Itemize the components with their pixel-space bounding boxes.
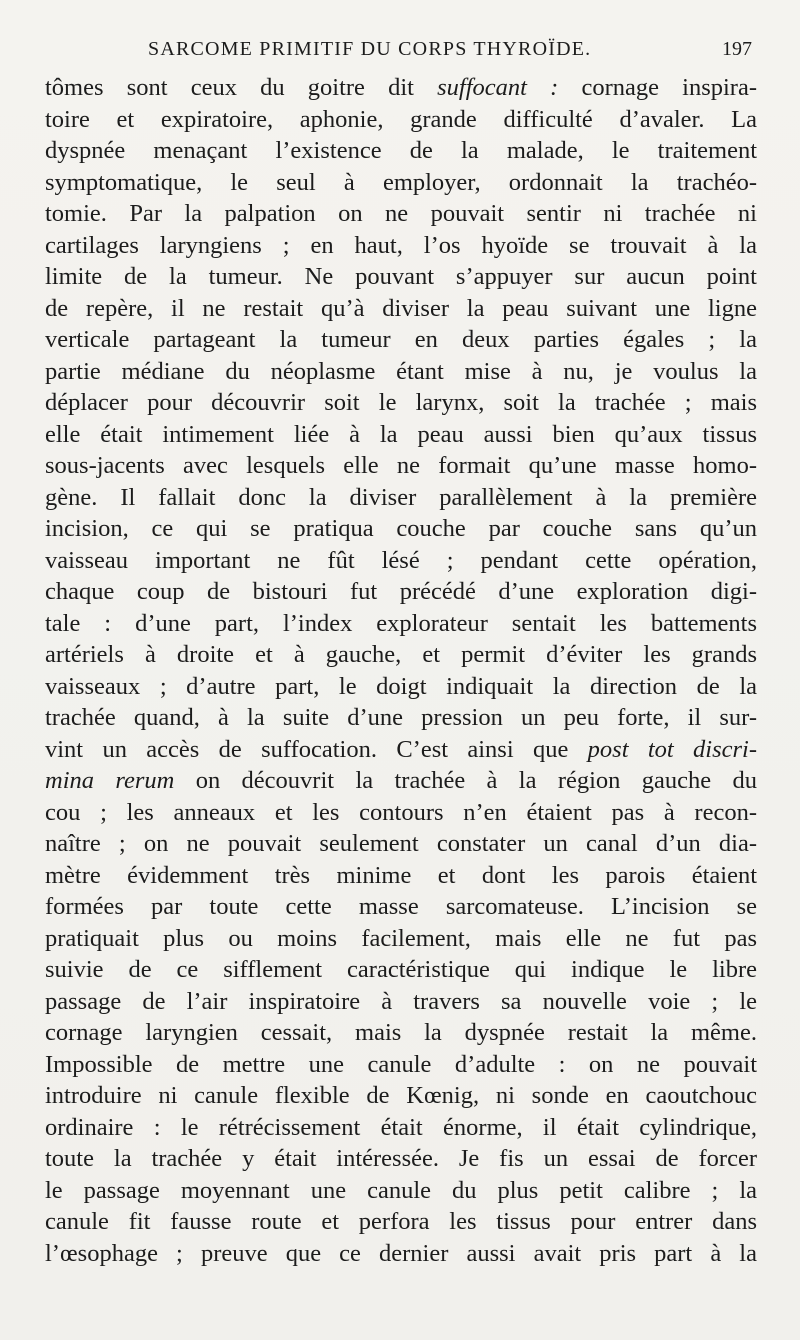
text-line — [45, 1049, 757, 1081]
text-run: gène. Il fallait donc la diviser parallèlement à la première — [45, 483, 757, 511]
text-run: canule fit fausse route et perfora les tissus pour entrer dans — [45, 1208, 757, 1235]
text-line — [45, 230, 757, 262]
text-run: vaisseau important ne fût lésé ; pendant cette opération, — [45, 546, 757, 574]
text-line — [45, 954, 757, 986]
text-line — [45, 1017, 757, 1049]
text-line — [45, 639, 757, 671]
text-run: suivie de ce sifflement caractéristique qui indique le libre — [45, 956, 757, 983]
text-line — [45, 1206, 757, 1238]
text-line — [45, 608, 757, 640]
text-line — [45, 450, 757, 482]
text-line — [45, 135, 757, 167]
text-run: naître ; on ne pouvait seulement constater un canal d’un dia- — [45, 830, 757, 857]
italic-text: mina rerum — [45, 767, 175, 794]
text-run: introduire ni canule flexible de Kœnig, ni sonde en caoutchouc — [45, 1082, 757, 1109]
text-run: vaisseaux ; d’autre part, le doigt indiquait la direction de la — [45, 672, 757, 700]
text-run: cou ; les anneaux et les contours n’en étaient pas à recon- — [45, 798, 757, 826]
text-run: tômes sont ceux du goitre dit — [45, 74, 438, 101]
text-line — [45, 576, 757, 608]
text-run: limite de la tumeur. Ne pouvant s’appuyer sur aucun point — [45, 263, 757, 290]
text-run: le passage moyennant une canule du plus petit calibre ; la — [45, 1176, 757, 1204]
text-line — [45, 1112, 757, 1144]
text-line — [45, 891, 757, 923]
text-line — [45, 198, 757, 230]
text-line — [45, 387, 757, 419]
text-run: cornage inspira- — [558, 74, 757, 101]
text-line — [45, 513, 757, 545]
text-line — [45, 545, 757, 577]
text-line — [45, 702, 757, 734]
text-run: tomie. Par la palpation on ne pouvait sentir ni trachée ni — [45, 200, 757, 227]
text-line — [45, 860, 757, 892]
text-line — [45, 671, 757, 703]
text-line — [45, 356, 757, 388]
text-run: toute la trachée y était intéressée. Je fis un essai de forcer — [45, 1145, 757, 1172]
text-line — [45, 324, 757, 356]
text-run: incision, ce qui se pratiqua couche par couche sans qu’un — [45, 515, 757, 542]
text-line — [45, 261, 757, 293]
text-run: déplacer pour découvrir soit le larynx, soit la trachée ; mais — [45, 389, 757, 416]
text-line — [45, 828, 757, 860]
text-line — [45, 1143, 757, 1175]
text-run: sous-jacents avec lesquels elle ne formait qu’une masse homo- — [45, 452, 757, 479]
page-number: 197 — [722, 38, 752, 60]
text-run: dyspnée menaçant l’existence de la malade, le traitement — [45, 137, 757, 164]
text-run: chaque coup de bistouri fut précédé d’une exploration digi- — [45, 578, 757, 605]
text-run: on découvrit la trachée à la région gauche du — [174, 767, 757, 794]
text-line — [45, 482, 757, 514]
text-run: cartilages laryngiens ; en haut, l’os hyoïde se trouvait à la — [45, 231, 757, 259]
text-run: symptomatique, le seul à employer, ordonnait la trachéo- — [45, 168, 757, 196]
text-run: verticale partageant la tumeur en deux parties égales ; la — [45, 326, 757, 353]
text-line — [45, 1238, 757, 1270]
text-run: vint un accès de suffocation. C’est ainsi que — [45, 735, 588, 763]
text-run: pratiquait plus ou moins facilement, mais elle ne fut pas — [45, 924, 757, 952]
running-title: SARCOME PRIMITIF DU CORPS THYROÏDE. — [148, 38, 592, 60]
text-run: partie médiane du néoplasme étant mise à nu, je voulus la — [45, 357, 757, 385]
text-run: mètre évidemment très minime et dont les parois étaient — [45, 861, 757, 889]
text-run: elle était intimement liée à la peau aussi bien qu’aux tissus — [45, 420, 757, 448]
text-line — [45, 293, 757, 325]
text-line — [45, 72, 757, 104]
running-head — [0, 38, 800, 68]
text-line — [45, 986, 757, 1018]
text-run: passage de l’air inspiratoire à travers sa nouvelle voie ; le — [45, 987, 757, 1015]
text-run: artériels à droite et à gauche, et permit d’éviter les grands — [45, 641, 757, 668]
text-run: de repère, il ne restait qu’à diviser la peau suivant une ligne — [45, 294, 757, 322]
text-run: tale : d’une part, l’index explorateur sentait les battements — [45, 609, 757, 637]
text-line — [45, 765, 757, 797]
text-run: cornage laryngien cessait, mais la dyspnée restait la même. — [45, 1019, 757, 1046]
text-line — [45, 734, 757, 766]
text-line — [45, 104, 757, 136]
italic-text: post tot discri- — [587, 735, 757, 763]
text-run: trachée quand, à la suite d’une pression un peu forte, il sur- — [45, 704, 757, 731]
text-line — [45, 923, 757, 955]
text-run: Impossible de mettre une canule d’adulte : on ne pouvait — [45, 1050, 757, 1078]
body-text — [45, 72, 757, 1269]
text-run: toire et expiratoire, aphonie, grande difficulté d’avaler. La — [45, 105, 757, 133]
text-line — [45, 167, 757, 199]
text-run: ordinaire : le rétrécissement était énorme, il était cylindrique, — [45, 1113, 757, 1141]
text-line — [45, 1080, 757, 1112]
text-line — [45, 419, 757, 451]
text-run: formées par toute cette masse sarcomateuse. L’incision se — [45, 893, 757, 920]
italic-text: suffocant : — [437, 74, 559, 101]
text-line — [45, 1175, 757, 1207]
text-run: l’œsophage ; preuve que ce dernier aussi avait pris part à la — [45, 1239, 757, 1267]
text-line — [45, 797, 757, 829]
